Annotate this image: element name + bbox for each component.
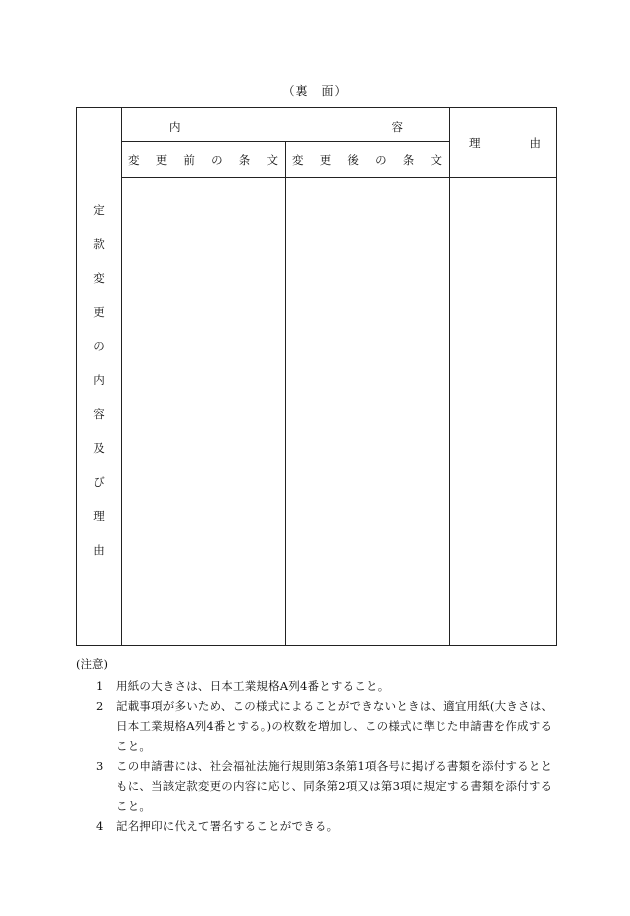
after-header-char: 更 (319, 153, 332, 167)
note-item (96, 696, 560, 756)
note-number: 3 (96, 759, 104, 773)
after-header-char: 変 (292, 153, 304, 167)
notes-title: (注意) (76, 657, 108, 671)
before-header-char: 更 (155, 153, 168, 167)
note-text: 用紙の大きさは、日本工業規格A列4番とすること。 (116, 679, 390, 693)
after-amendment-header (292, 152, 442, 168)
left-label-char: 理 (93, 509, 105, 523)
divider-content-sub (121, 141, 449, 142)
left-label-char: 由 (93, 543, 105, 557)
left-label-char: 容 (93, 407, 105, 421)
after-header-char: 後 (347, 153, 359, 167)
note-item (96, 756, 560, 816)
content-header-char: 容 (391, 120, 403, 134)
after-amendment-area[interactable] (286, 178, 449, 645)
note-item (96, 816, 560, 836)
left-label-char: 定 (93, 203, 105, 217)
note-number: 2 (96, 699, 104, 713)
note-item (96, 676, 560, 696)
left-label-char: 更 (93, 305, 105, 319)
note-text: 記載事項が多いため、この様式によることができないときは、適宜用紙(大きさは、日本工業規格A列4番とする。)の枚数を増加し、この様式に準じた申請書を作成すること。 (116, 699, 554, 753)
after-header-char: 条 (402, 153, 415, 167)
amendment-table (76, 107, 557, 646)
before-amendment-area[interactable] (122, 178, 285, 645)
before-header-char: 変 (128, 153, 140, 167)
notes-section (76, 654, 560, 836)
left-label-char: 内 (93, 373, 105, 387)
before-header-char: 条 (238, 153, 251, 167)
left-label-char: 及 (93, 441, 105, 455)
note-number: 4 (96, 819, 104, 833)
after-header-char: 文 (430, 153, 442, 167)
reason-header-char: 理 (469, 136, 481, 150)
before-header-char: 前 (183, 153, 195, 167)
content-header (169, 119, 403, 135)
left-label-char: び (93, 475, 105, 489)
left-label-char: 款 (93, 237, 105, 251)
before-header-char: の (211, 153, 223, 167)
after-header-char: の (375, 153, 387, 167)
page-title: （裏 面） (282, 84, 348, 98)
left-label-char: 変 (93, 271, 105, 285)
note-text: この申請書には、社会福祉法施行規則第3条第1項各号に掲げる書類を添付するとともに、当該定款変更の内容に応じ、同条第2項又は第3項に規定する書類を添付すること。 (116, 759, 553, 813)
note-number: 1 (96, 679, 104, 693)
before-amendment-header (128, 152, 278, 168)
content-header-char: 内 (169, 120, 181, 134)
reason-header-char: 由 (529, 136, 541, 150)
before-header-char: 文 (266, 153, 278, 167)
reason-area[interactable] (450, 178, 556, 645)
left-label-char: の (93, 339, 105, 353)
reason-header (469, 135, 541, 151)
note-text: 記名押印に代えて署名することができる。 (116, 819, 339, 833)
